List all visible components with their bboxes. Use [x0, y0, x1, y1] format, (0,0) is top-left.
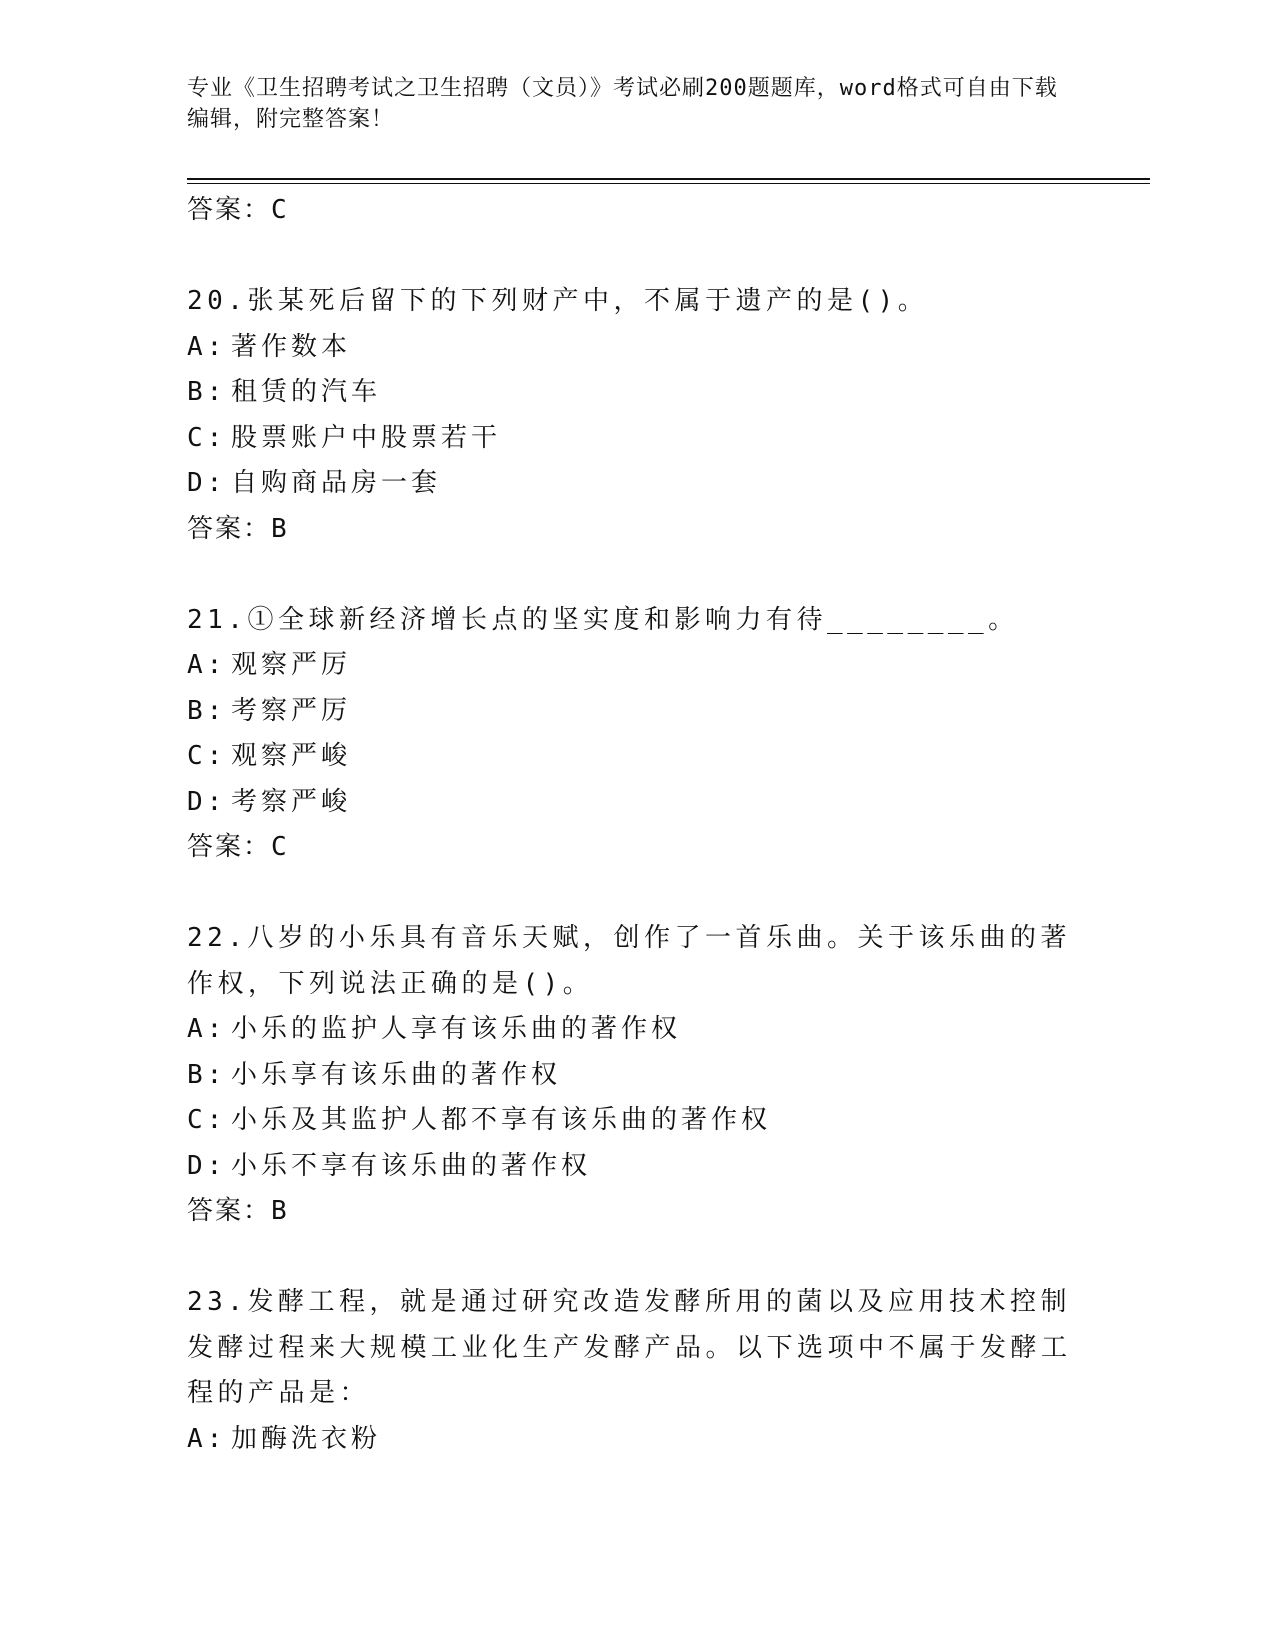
option-line [187, 1144, 1087, 1190]
option-key: B: [187, 695, 227, 726]
document-header: 专业《卫生招聘考试之卫生招聘（文员）》考试必刷200题题库，word格式可自由下载编辑，附完整答案！ [187, 76, 1058, 132]
option-line [187, 1098, 1087, 1144]
option-line [187, 325, 1087, 371]
option-text: 小乐及其监护人都不享有该乐曲的著作权 [231, 1105, 772, 1135]
option-text: 股票账户中股票若干 [231, 422, 502, 453]
option-key: B: [187, 377, 227, 407]
option-key: C: [187, 741, 227, 771]
option-text: 租赁的汽车 [231, 377, 382, 407]
option-key: A: [187, 650, 227, 680]
question-block [187, 1280, 1087, 1462]
header-divider [187, 178, 1150, 180]
question-stem: 22.八岁的小乐具有音乐天赋，创作了一首乐曲。关于该乐曲的著作权，下列说法正确的是()。 [187, 923, 1071, 999]
option-line [187, 643, 1087, 689]
option-text: 考察严峻 [231, 786, 352, 817]
option-key: A: [187, 331, 227, 362]
option-line [187, 780, 1087, 826]
option-text: 观察严厉 [231, 650, 352, 680]
option-line [187, 734, 1087, 780]
option-line [187, 370, 1087, 416]
option-key: D: [187, 1150, 227, 1181]
answer-line: 答案：B [187, 1196, 289, 1226]
question-block [187, 279, 1087, 552]
option-key: D: [187, 786, 227, 817]
option-text: 加酶洗衣粉 [231, 1423, 382, 1454]
spacer [187, 234, 1087, 280]
answer-line: 答案：C [187, 195, 289, 225]
option-line [187, 416, 1087, 462]
option-key: D: [187, 468, 227, 498]
option-line [187, 689, 1087, 735]
option-key: A: [187, 1423, 227, 1454]
option-line [187, 1417, 1087, 1463]
option-line [187, 1053, 1087, 1099]
question-stem: 21.①全球新经济增长点的坚实度和影响力有待________。 [187, 604, 1019, 635]
option-key: C: [187, 1105, 227, 1135]
answer-line: 答案：C [187, 832, 289, 862]
option-text: 自购商品房一套 [231, 468, 442, 498]
option-text: 小乐不享有该乐曲的著作权 [231, 1150, 592, 1181]
answer-line: 答案：B [187, 513, 289, 544]
option-text: 观察严峻 [231, 741, 352, 771]
option-text: 考察严厉 [231, 695, 352, 726]
question-stem: 23.发酵工程，就是通过研究改造发酵所用的菌以及应用技术控制发酵过程来大规模工业化生产发酵产品。以下选项中不属于发酵工程的产品是： [187, 1287, 1072, 1408]
option-key: A: [187, 1014, 227, 1044]
question-block [187, 598, 1087, 871]
option-key: B: [187, 1059, 227, 1090]
header-divider-thin [187, 183, 1150, 184]
option-text: 小乐享有该乐曲的著作权 [231, 1059, 562, 1090]
option-line [187, 461, 1087, 507]
option-key: C: [187, 422, 227, 453]
spacer [187, 552, 1087, 598]
option-text: 著作数本 [231, 331, 352, 362]
option-line [187, 1007, 1087, 1053]
spacer [187, 1235, 1087, 1281]
question-stem: 20.张某死后留下的下列财产中，不属于遗产的是()。 [187, 286, 929, 316]
spacer [187, 871, 1087, 917]
option-text: 小乐的监护人享有该乐曲的著作权 [231, 1014, 682, 1044]
question-block [187, 916, 1087, 1235]
question-list [187, 188, 1087, 1462]
